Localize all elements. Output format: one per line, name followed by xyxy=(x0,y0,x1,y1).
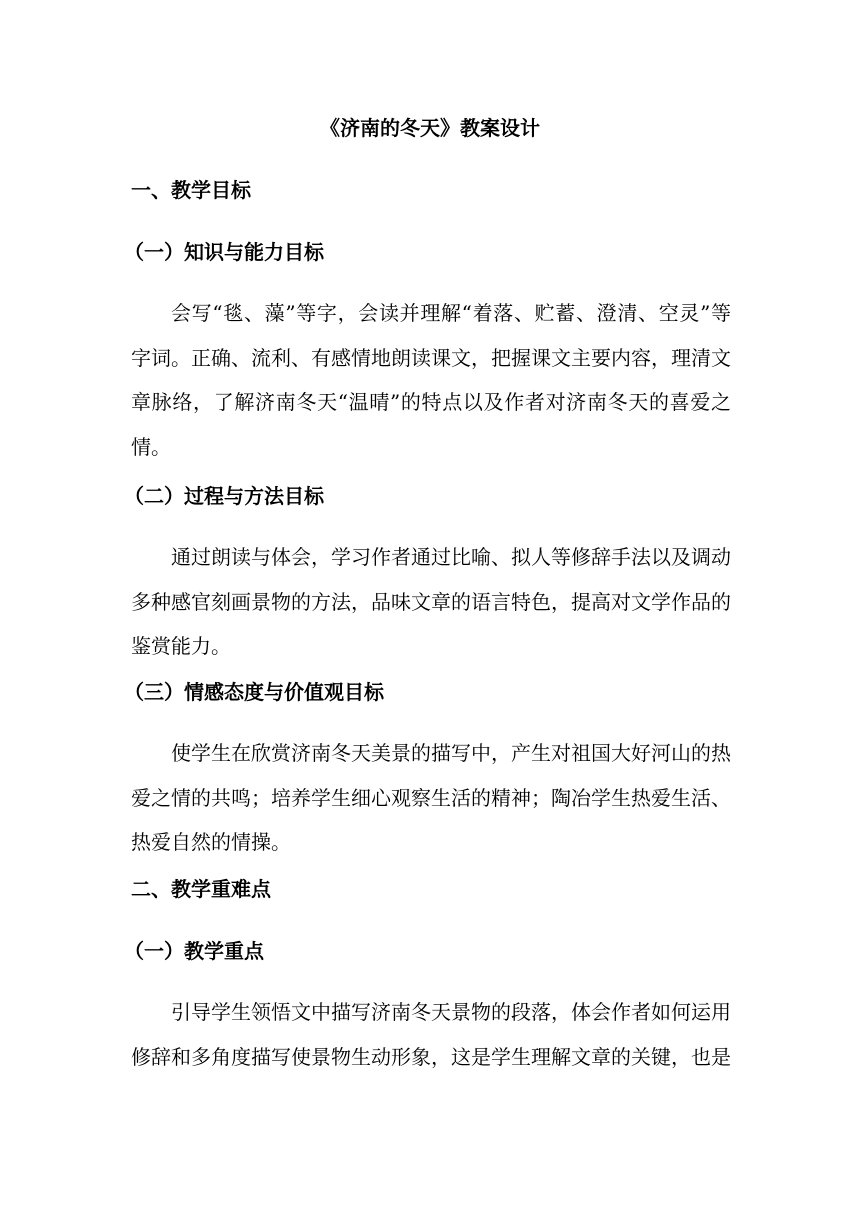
paragraph-knowledge-ability: 会写“毯、藻”等字，会读并理解“着落、贮蓄、澄清、空灵”等字词。正确、流利、有感情地朗读课文，把握课文主要内容，理清文章脉络，了解济南冬天“温晴”的特点以及作者对济南冬天的喜爱之情。 xyxy=(131,301,731,459)
section-heading-teaching-objectives: 一、教学目标 xyxy=(131,178,251,202)
section-heading-key-difficult-points: 二、教学重难点 xyxy=(131,877,271,901)
paragraph-emotion-values: 使学生在欣赏济南冬天美景的描写中，产生对祖国大好河山的热爱之情的共鸣；培养学生细心观察生活的精神；陶冶学生热爱生活、热爱自然的情操。 xyxy=(131,741,731,855)
subsection-heading-knowledge-ability: （一）知识与能力目标 xyxy=(124,240,324,264)
paragraph-teaching-focus: 引导学生领悟文中描写济南冬天景物的段落，体会作者如何运用修辞和多角度描写使景物生动形象，这是学生理解文章的关键，也是 xyxy=(131,1000,731,1069)
subsection-heading-emotion-values: （三）情感态度与价值观目标 xyxy=(124,680,384,704)
paragraph-process-method: 通过朗读与体会，学习作者通过比喻、拟人等修辞手法以及调动多种感官刻画景物的方法，品味文章的语言特色，提高对文学作品的鉴赏能力。 xyxy=(131,545,731,659)
document-title: 《济南的冬天》教案设计 xyxy=(320,116,540,140)
subsection-heading-teaching-focus: （一）教学重点 xyxy=(124,939,264,963)
subsection-heading-process-method: （二）过程与方法目标 xyxy=(124,484,324,508)
